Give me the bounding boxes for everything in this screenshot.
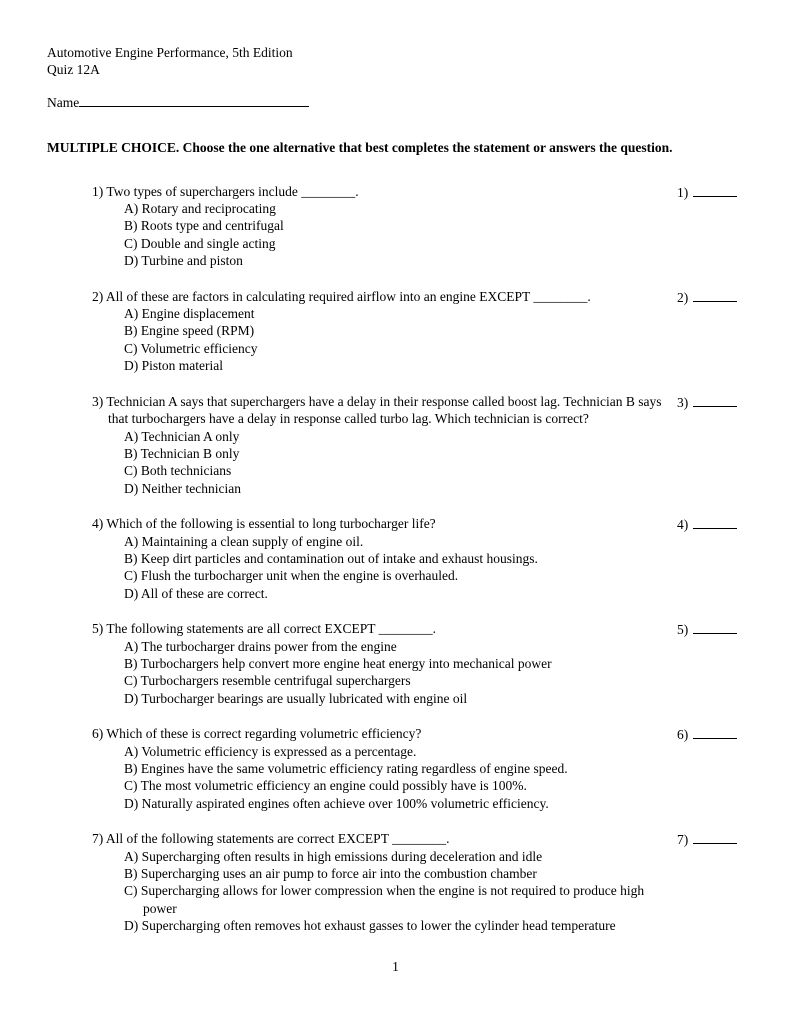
choice-list xyxy=(92,305,663,375)
question xyxy=(47,288,744,375)
choice: A) Maintaining a clean supply of engine oil. xyxy=(124,533,364,549)
name-row xyxy=(47,93,744,111)
answer-blank xyxy=(693,830,737,844)
choice: B) Keep dirt particles and contamination out of intake and exhaust housings. xyxy=(124,550,538,566)
answer-blank xyxy=(693,725,737,739)
question-number: 5) xyxy=(92,621,107,637)
answer-area xyxy=(677,515,744,533)
question-text: 7) All of the following statements are correct EXCEPT ________. xyxy=(92,831,450,847)
answer-number: 6) xyxy=(677,727,689,743)
choice-list xyxy=(92,743,663,813)
choice: D) Supercharging often removes hot exhaust gasses to lower the cylinder head temperature xyxy=(124,918,616,934)
question-text: 1) Two types of superchargers include ________. xyxy=(92,183,359,199)
choice: C) Supercharging allows for lower compression when the engine is not required to produce high power xyxy=(124,883,645,916)
answer-number: 7) xyxy=(677,832,689,848)
answer-number: 3) xyxy=(677,394,689,410)
choice: A) Rotary and reciprocating xyxy=(124,201,276,217)
question-body xyxy=(47,725,677,812)
question-text: 5) The following statements are all correct EXCEPT ________. xyxy=(92,621,437,637)
question-body xyxy=(47,393,677,497)
choice: D) Piston material xyxy=(124,358,223,374)
question xyxy=(47,830,744,934)
name-label: Name xyxy=(47,94,80,110)
answer-number: 4) xyxy=(677,517,689,533)
question-number: 1) xyxy=(92,183,107,199)
question xyxy=(47,725,744,812)
question xyxy=(47,393,744,497)
answer-area xyxy=(677,393,744,411)
name-blank xyxy=(79,93,309,107)
question-body xyxy=(47,288,677,375)
choice: B) Supercharging uses an air pump to force air into the combustion chamber xyxy=(124,866,537,882)
choice-list xyxy=(92,638,663,708)
question-text: 2) All of these are factors in calculating required airflow into an engine EXCEPT ________. xyxy=(92,288,591,304)
question-body xyxy=(47,515,677,602)
answer-area xyxy=(677,183,744,201)
answer-area xyxy=(677,620,744,638)
question-number: 7) xyxy=(92,831,106,847)
answer-number: 2) xyxy=(677,289,689,305)
choice-list xyxy=(92,848,663,935)
answer-number: 5) xyxy=(677,622,689,638)
answer-area xyxy=(677,830,744,848)
choice: C) Volumetric efficiency xyxy=(124,340,258,356)
document-subtitle: Quiz 12A xyxy=(47,62,100,78)
answer-area xyxy=(677,288,744,306)
choice: D) Turbocharger bearings are usually lubricated with engine oil xyxy=(124,690,468,706)
page-number: 1 xyxy=(392,958,399,974)
answer-blank xyxy=(693,183,737,197)
choice: B) Engine speed (RPM) xyxy=(124,323,255,339)
choice: C) The most volumetric efficiency an engine could possibly have is 100%. xyxy=(124,778,527,794)
question-number: 4) xyxy=(92,516,107,532)
choice: D) All of these are correct. xyxy=(124,585,268,601)
question-text: 4) Which of the following is essential to long turbocharger life? xyxy=(92,516,436,532)
instructions-text: MULTIPLE CHOICE. Choose the one alternative that best completes the statement or answers the question. xyxy=(47,140,673,156)
answer-blank xyxy=(693,393,737,407)
question-text: 6) Which of these is correct regarding volumetric efficiency? xyxy=(92,726,422,742)
choice: B) Turbochargers help convert more engine heat energy into mechanical power xyxy=(124,655,552,671)
choice: B) Engines have the same volumetric efficiency rating regardless of engine speed. xyxy=(124,761,568,776)
choice-list xyxy=(92,428,663,498)
choice: D) Naturally aspirated engines often achieve over 100% volumetric efficiency. xyxy=(124,795,549,811)
choice: C) Both technicians xyxy=(124,463,232,479)
question-number: 2) xyxy=(92,288,106,304)
choice: A) Engine displacement xyxy=(124,306,255,322)
choice: A) The turbocharger drains power from the engine xyxy=(124,638,397,654)
question-body xyxy=(47,183,677,270)
question-body xyxy=(47,620,677,707)
question xyxy=(47,515,744,602)
question xyxy=(47,183,744,270)
answer-area xyxy=(677,725,744,743)
answer-number: 1) xyxy=(677,184,689,200)
question-number: 6) xyxy=(92,726,107,742)
question xyxy=(47,620,744,707)
choice: D) Neither technician xyxy=(124,480,241,496)
question-text: 3) Technician A says that superchargers have a delay in their response called boost lag. Technician B says that turbochargers have a delay in response called turbo lag. Which technician is correct? xyxy=(92,393,662,427)
question-number: 3) xyxy=(92,393,107,409)
answer-blank xyxy=(693,288,737,302)
choice: B) Roots type and centrifugal xyxy=(124,218,284,234)
choice: A) Supercharging often results in high emissions during deceleration and idle xyxy=(124,848,543,864)
choice: C) Flush the turbocharger unit when the engine is overhauled. xyxy=(124,568,459,584)
choice: A) Technician A only xyxy=(124,428,240,444)
choice-list xyxy=(92,533,663,603)
choice: A) Volumetric efficiency is expressed as a percentage. xyxy=(124,743,417,759)
choice-list xyxy=(92,200,663,270)
question-list xyxy=(47,183,744,935)
answer-blank xyxy=(693,620,737,634)
answer-blank xyxy=(693,515,737,529)
question-body xyxy=(47,830,677,934)
document-title: Automotive Engine Performance, 5th Edition xyxy=(47,45,293,60)
choice: C) Turbochargers resemble centrifugal superchargers xyxy=(124,673,411,689)
choice: C) Double and single acting xyxy=(124,235,276,251)
choice: B) Technician B only xyxy=(124,445,240,461)
choice: D) Turbine and piston xyxy=(124,253,243,269)
